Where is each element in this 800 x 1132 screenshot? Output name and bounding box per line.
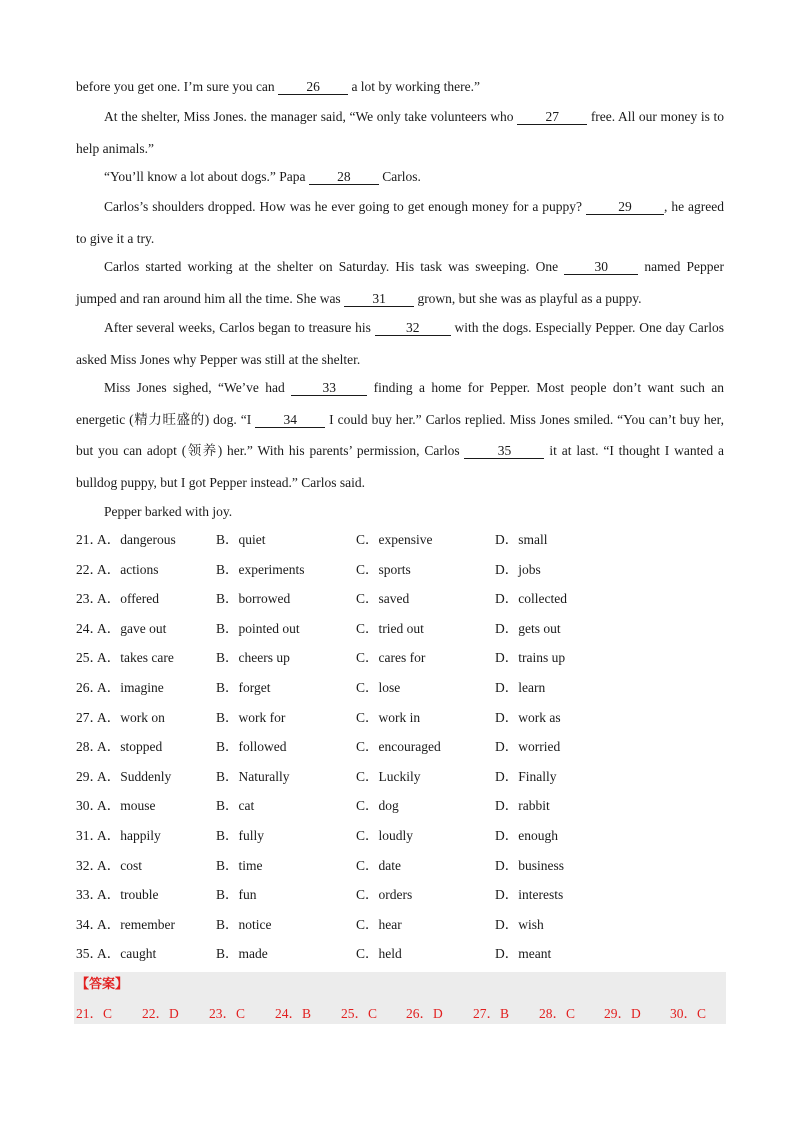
- answer-item: 24．B: [275, 1006, 312, 1021]
- option-a: A．work on: [97, 709, 165, 725]
- paragraph-4-text-end: , he agreed to give it a try.: [76, 199, 724, 246]
- paragraph-8-text: Pepper barked with joy.: [104, 504, 233, 519]
- option-a: A．imagine: [97, 680, 164, 695]
- answer-item: 27．B: [473, 1006, 510, 1021]
- blank-35: 35: [464, 443, 544, 459]
- option-b: B．fully: [216, 828, 265, 843]
- question-number: 23．: [76, 591, 103, 607]
- option-d: D．rabbit: [495, 798, 550, 814]
- answer-heading: 【答案】: [76, 977, 129, 992]
- blank-33: 33: [291, 380, 367, 396]
- option-d: D．small: [495, 532, 548, 547]
- option-c: C．dog: [356, 798, 399, 814]
- answer-item: 25．C: [341, 1006, 378, 1021]
- option-c: C．Luckily: [356, 768, 421, 784]
- option-b: B．forget: [216, 680, 271, 695]
- paragraph-5: [76, 251, 724, 314]
- option-b: B．experiments: [216, 561, 305, 577]
- paragraph-5-text-mid: named Pepper jumped and ran around him all the time. She was: [76, 259, 725, 306]
- option-b: B．Naturally: [216, 768, 290, 784]
- option-d: D．collected: [495, 591, 567, 607]
- option-d: D．learn: [495, 680, 546, 695]
- option-b: B．made: [216, 946, 268, 962]
- paragraph-6-text: After several weeks, Carlos began to treasure his: [104, 320, 371, 335]
- paragraph-1: [76, 71, 724, 103]
- paragraph-5-text: Carlos started working at the shelter on Saturday. His task was sweeping. One: [104, 259, 559, 274]
- paragraph-3-text: “You’ll know a lot about dogs.” Papa: [104, 169, 306, 184]
- question-number: 22．: [76, 561, 103, 577]
- option-c: C．work in: [356, 709, 421, 725]
- option-d: D．wish: [495, 916, 544, 932]
- paragraph-1-text: before you get one. I’m sure you can: [76, 79, 275, 94]
- question-number: 21．: [76, 532, 103, 547]
- option-d: D．business: [495, 857, 565, 873]
- blank-27: 27: [517, 109, 587, 125]
- option-b: B．borrowed: [216, 591, 291, 607]
- option-a: A．trouble: [97, 887, 159, 903]
- option-c: C．tried out: [356, 620, 424, 636]
- option-d: D．Finally: [495, 768, 557, 784]
- option-b: B．fun: [216, 887, 257, 903]
- option-d: D．meant: [495, 946, 552, 962]
- option-d: D．worried: [495, 739, 561, 755]
- paragraph-7-text: Miss Jones sighed, “We’ve had: [104, 380, 285, 395]
- option-a: A．dangerous: [97, 532, 176, 547]
- paragraph-7-text-end: it at last. “I thought I wanted a bulldog puppy, but I got Pepper instead.” Carlos said.: [76, 443, 725, 490]
- option-a: A．happily: [97, 828, 161, 843]
- option-c: C．encouraged: [356, 739, 441, 755]
- paragraph-2: [76, 101, 724, 164]
- option-b: B．notice: [216, 916, 272, 932]
- option-a: A．gave out: [97, 620, 167, 636]
- answer-item: 29．D: [604, 1006, 641, 1021]
- option-b: B．cheers up: [216, 650, 290, 666]
- blank-30: 30: [564, 259, 638, 275]
- paragraph-3-text-end: Carlos.: [382, 169, 421, 184]
- option-d: D．jobs: [495, 561, 541, 577]
- paragraph-4: [76, 191, 724, 254]
- answer-item: 26．D: [406, 1006, 443, 1021]
- option-c: C．hear: [356, 916, 402, 932]
- answer-item: 22．D: [142, 1006, 179, 1021]
- option-c: C．cares for: [356, 650, 426, 666]
- option-b: B．followed: [216, 739, 287, 755]
- paragraph-4-text: Carlos’s shoulders dropped. How was he ever going to get enough money for a puppy?: [104, 199, 583, 214]
- option-d: D．trains up: [495, 650, 566, 666]
- question-number: 31．: [76, 828, 103, 843]
- question-number: 33．: [76, 887, 103, 903]
- option-d: D．enough: [495, 828, 558, 843]
- option-d: D．work as: [495, 709, 561, 725]
- question-number: 28．: [76, 739, 103, 755]
- question-number: 26．: [76, 680, 103, 695]
- paragraph-1-text-end: a lot by working there.”: [351, 79, 481, 94]
- option-c: C．orders: [356, 887, 413, 903]
- option-c: C．sports: [356, 561, 411, 577]
- blank-28: 28: [309, 169, 379, 185]
- option-b: B．cat: [216, 798, 255, 814]
- option-c: C．lose: [356, 680, 401, 695]
- option-a: A．Suddenly: [97, 768, 172, 784]
- blank-32: 32: [375, 320, 451, 336]
- option-b: B．pointed out: [216, 620, 300, 636]
- answer-item: 28．C: [539, 1006, 576, 1021]
- paragraph-3: [76, 161, 724, 193]
- blank-31: 31: [344, 291, 414, 307]
- option-a: A．mouse: [97, 798, 156, 814]
- option-b: B．time: [216, 857, 263, 873]
- option-d: D．interests: [495, 887, 564, 903]
- option-c: C．saved: [356, 591, 410, 607]
- question-number: 27．: [76, 709, 103, 725]
- blank-34: 34: [255, 412, 325, 428]
- option-a: A．takes care: [97, 650, 174, 666]
- paragraph-7-text-mid2: I could buy her.” Carlos replied. Miss Jones smiled. “You can’t buy her, but you can adopt (领养) her.” With his parents’ permission, Carlos: [76, 411, 724, 458]
- question-number: 35．: [76, 946, 103, 962]
- question-number: 25．: [76, 650, 103, 666]
- paragraph-6: [76, 312, 724, 375]
- question-number: 29．: [76, 768, 103, 784]
- option-c: C．loudly: [356, 828, 414, 843]
- question-number: 34．: [76, 916, 103, 932]
- question-number: 24．: [76, 620, 103, 636]
- paragraph-7: [76, 372, 724, 498]
- option-c: C．held: [356, 946, 402, 962]
- option-b: B．work for: [216, 709, 286, 725]
- blank-26: 26: [278, 79, 348, 95]
- answer-item: 23．C: [209, 1006, 246, 1021]
- paragraph-8: [76, 496, 724, 528]
- answer-item: 30．C: [670, 1006, 707, 1021]
- option-d: D．gets out: [495, 620, 561, 636]
- option-a: A．caught: [97, 946, 157, 962]
- option-c: C．expensive: [356, 532, 433, 547]
- option-b: B．quiet: [216, 532, 266, 547]
- option-a: A．actions: [97, 561, 159, 577]
- option-c: C．date: [356, 857, 401, 873]
- paragraph-2-text: At the shelter, Miss Jones. the manager said, “We only take volunteers who: [104, 109, 514, 124]
- blank-29: 29: [586, 199, 664, 215]
- option-a: A．cost: [97, 857, 142, 873]
- option-a: A．remember: [97, 916, 175, 932]
- paragraph-5-text-end: grown, but she was as playful as a puppy.: [417, 290, 642, 306]
- paragraph-6-text-end: with the dogs. Especially Pepper. One day Carlos asked Miss Jones why Pepper was still at the shelter.: [76, 320, 725, 367]
- paragraph-2-text-end: free. All our money is to help animals.”: [76, 109, 725, 156]
- option-a: A．offered: [97, 591, 159, 607]
- answer-item: 21．C: [76, 1006, 113, 1021]
- question-number: 30．: [76, 798, 103, 814]
- paragraph-7-text-mid1: finding a home for Pepper. Most people don’t want such an energetic (精力旺盛的) dog. “I: [76, 380, 724, 427]
- question-number: 32．: [76, 857, 103, 873]
- option-a: A．stopped: [97, 739, 163, 755]
